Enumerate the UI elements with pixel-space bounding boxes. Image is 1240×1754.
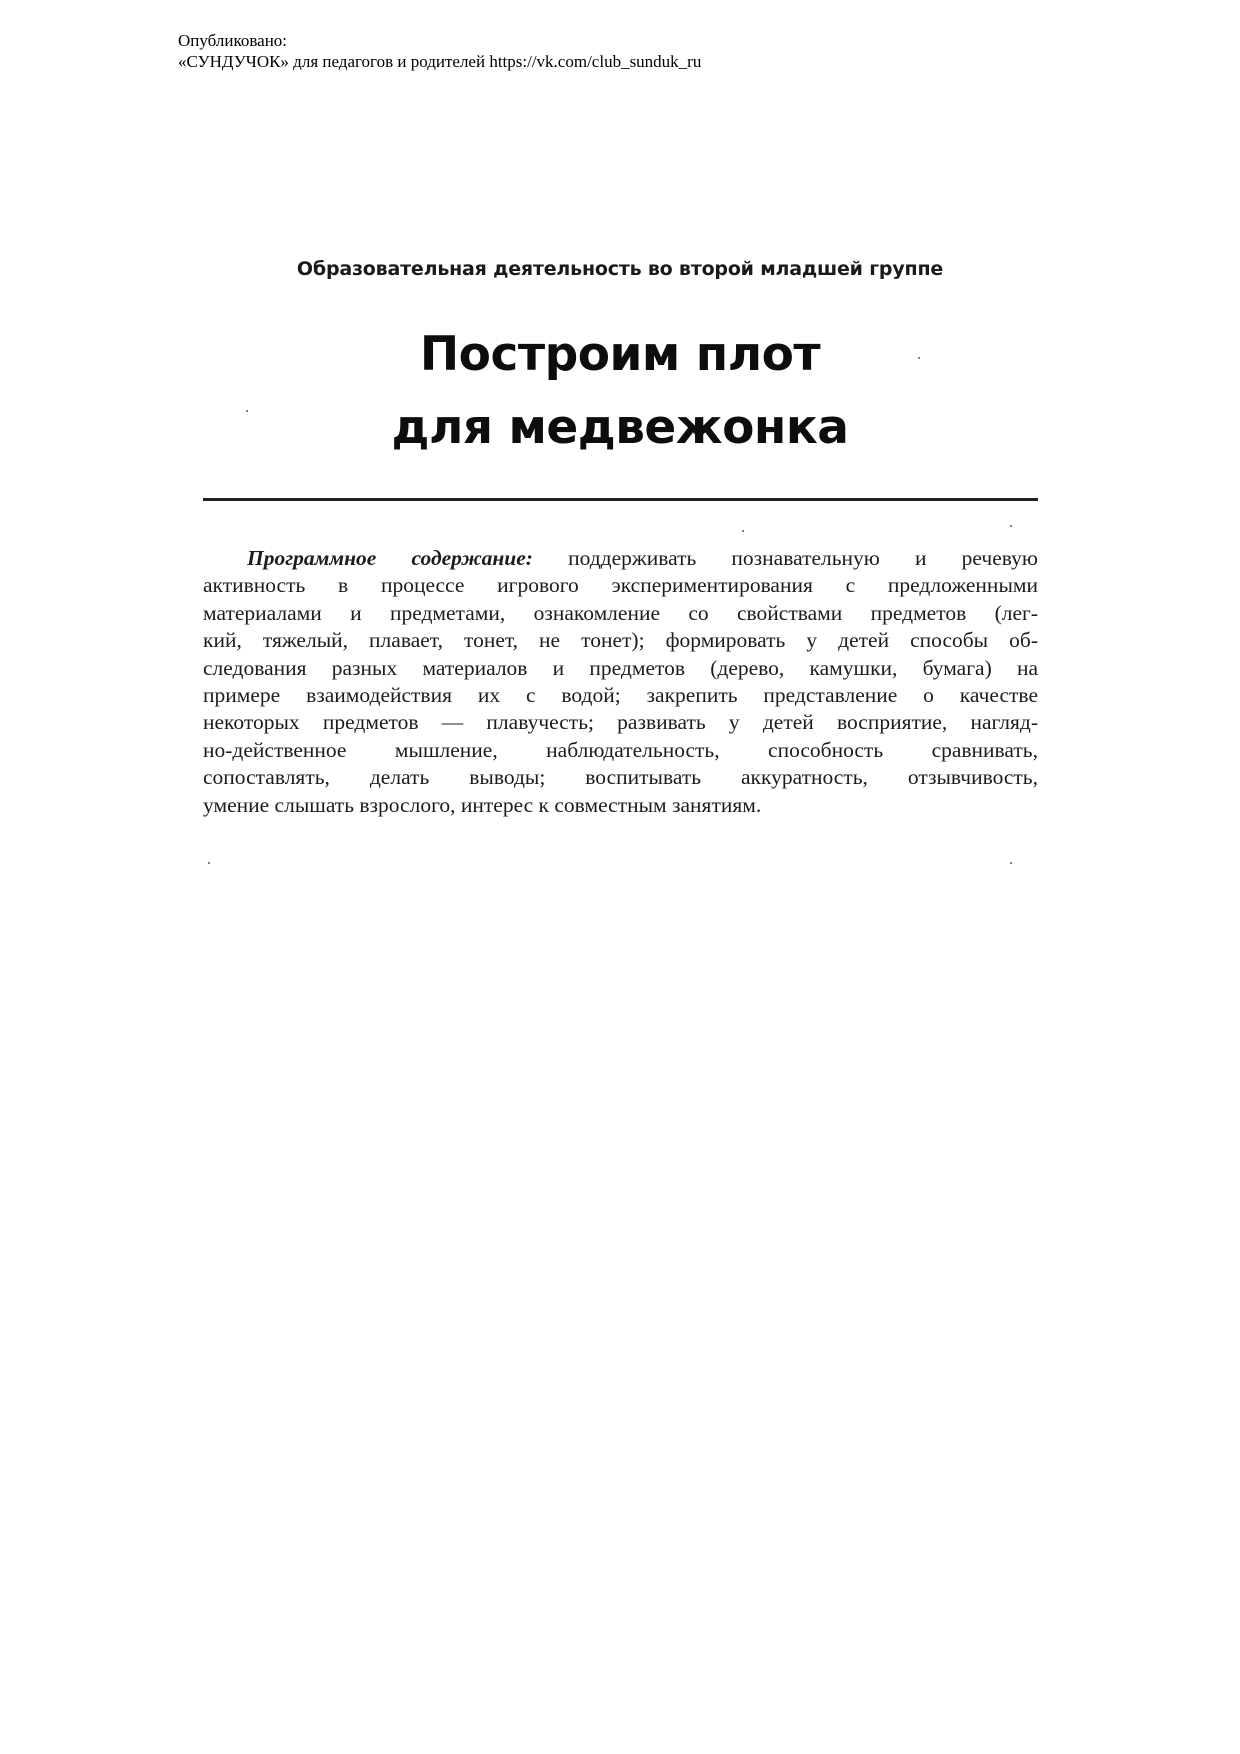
program-line: следования разных материалов и предметов (дерево, камушки, бумага) на — [203, 655, 1038, 680]
title-line-2: для медвежонка — [391, 400, 849, 455]
scan-speck — [1010, 862, 1012, 864]
program-line — [203, 545, 1038, 572]
publication-note — [178, 30, 701, 72]
program-lead: Программное содержание: — [247, 546, 533, 570]
scan-speck — [246, 410, 248, 412]
program-line: примере взаимодействия их с водой; закрепить представление о качестве — [203, 683, 1038, 708]
scan-speck — [1010, 525, 1012, 527]
section-header: Образовательная деятельность во второй младшей группе — [296, 258, 944, 280]
scan-speck — [742, 530, 744, 532]
scan-speck — [208, 862, 210, 864]
scan-speck — [918, 357, 920, 359]
title-divider — [203, 498, 1038, 501]
program-line: сопоставлять, делать выводы; воспитывать аккуратность, отзывчивость, — [203, 765, 1038, 790]
program-line: некоторых предметов — плавучесть; развивать у детей восприятие, нагляд- — [203, 710, 1038, 735]
program-line-text: поддерживать познавательную и речевую — [568, 546, 1038, 570]
program-line: кий, тяжелый, плавает, тонет, не тонет); формировать у детей способы об- — [203, 628, 1038, 653]
page-title — [200, 318, 1040, 464]
program-line: активность в процессе игрового экспериментирования с предложенными — [203, 573, 1038, 598]
program-line: материалами и предметами, ознакомление со свойствами предметов (лег- — [203, 600, 1038, 625]
publication-label: Опубликовано: — [178, 31, 288, 50]
title-line-1: Построим плот — [419, 327, 821, 382]
program-line: но-действенное мышление, наблюдательность, способность сравнивать, — [203, 737, 1038, 762]
program-line: умение слышать взрослого, интерес к совместным занятиям. — [203, 792, 762, 817]
program-content — [203, 545, 1038, 819]
publication-source: «СУНДУЧОК» для педагогов и родителей https://vk.com/club_sunduk_ru — [178, 52, 702, 71]
